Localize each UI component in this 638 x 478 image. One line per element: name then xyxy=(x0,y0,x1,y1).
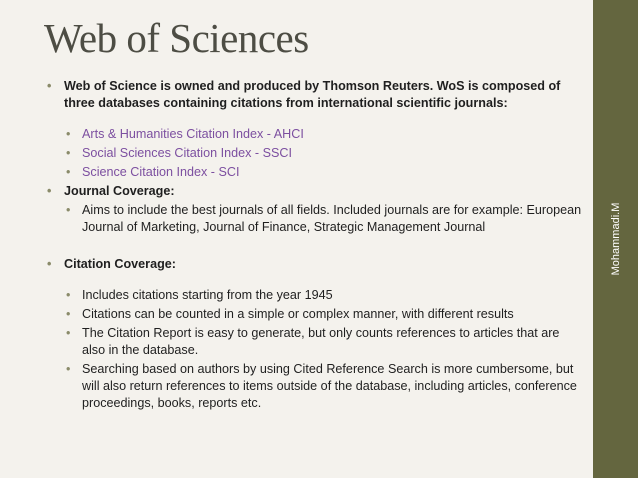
slide-title: Web of Sciences xyxy=(44,15,309,61)
citation-item: • The Citation Report is easy to generate, but only counts references to articles that are also in the database. xyxy=(44,325,584,359)
database-item: • Arts & Humanities Citation Index - AHCI xyxy=(44,126,584,143)
journal-coverage-text: • Aims to include the best journals of all fields. Included journals are for example: European Journal of Marketing, Journal of Finance, Strategic Management Journal xyxy=(44,202,584,236)
slide-content xyxy=(44,78,584,412)
database-item: • Social Sciences Citation Index - SSCI xyxy=(44,145,584,162)
journal-coverage-heading: • Journal Coverage: xyxy=(44,183,584,200)
citation-item: • Citations can be counted in a simple or complex manner, with different results xyxy=(44,306,584,323)
database-item: • Science Citation Index - SCI xyxy=(44,164,584,181)
citation-item: • Includes citations starting from the year 1945 xyxy=(44,287,584,304)
sidebar-bar xyxy=(593,0,638,478)
intro-bullet: • Web of Science is owned and produced by Thomson Reuters. WoS is composed of three databases containing citations from international scientific journals: xyxy=(44,78,584,112)
citation-coverage-heading: • Citation Coverage: xyxy=(44,256,584,273)
citation-item: • Searching based on authors by using Cited Reference Search is more cumbersome, but will also return references to items outside of the database, including articles, conference proceedings, books, reports etc. xyxy=(44,361,584,412)
author-label: Mohammadi.M xyxy=(609,202,622,276)
